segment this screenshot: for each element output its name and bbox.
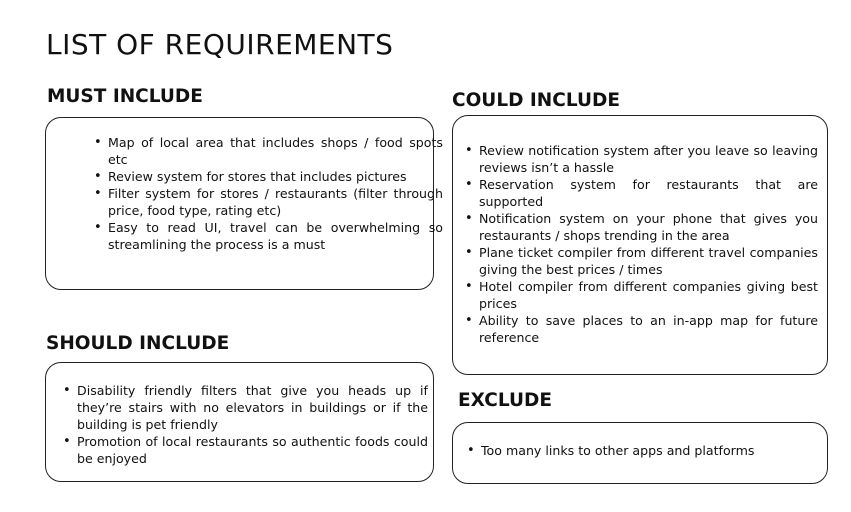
could-include-card — [452, 115, 828, 375]
exclude-list — [481, 442, 811, 459]
could-include-heading: COULD INCLUDE — [452, 90, 620, 111]
could-include-list — [479, 142, 818, 346]
list-item: • Review notification system after you leave so leaving reviews isn’t a hassle — [479, 142, 818, 176]
list-item: • Promotion of local restaurants so authentic foods could be enjoyed — [77, 433, 428, 467]
must-include-card — [45, 117, 443, 290]
page-title: LIST OF REQUIREMENTS — [46, 28, 394, 61]
list-item: • Easy to read UI, travel can be overwhelming so streamlining the process is a must — [108, 219, 443, 253]
exclude-card — [452, 422, 828, 484]
list-item: • Hotel compiler from different companies giving best prices — [479, 278, 818, 312]
list-item: • Filter system for stores / restaurants (filter through price, food type, rating etc) — [108, 185, 443, 219]
list-item: • Review system for stores that includes pictures — [108, 168, 443, 185]
list-item: • Disability friendly filters that give you heads up if they’re stairs with no elevators in buildings or if the building is pet friendly — [77, 382, 428, 433]
should-include-card — [45, 362, 434, 482]
list-item: • Map of local area that includes shops / food spots etc — [108, 134, 443, 168]
list-item: • Reservation system for restaurants that are supported — [479, 176, 818, 210]
should-include-list — [77, 382, 428, 467]
list-item: • Plane ticket compiler from different travel companies giving the best prices / times — [479, 244, 818, 278]
list-item: • Too many links to other apps and platforms — [481, 442, 811, 459]
list-item: • Ability to save places to an in-app map for future reference — [479, 312, 818, 346]
list-item: • Notification system on your phone that gives you restaurants / shops trending in the area — [479, 210, 818, 244]
must-include-heading: MUST INCLUDE — [47, 86, 203, 107]
exclude-heading: EXCLUDE — [458, 390, 552, 411]
must-include-list — [108, 134, 443, 253]
should-include-heading: SHOULD INCLUDE — [46, 333, 230, 354]
